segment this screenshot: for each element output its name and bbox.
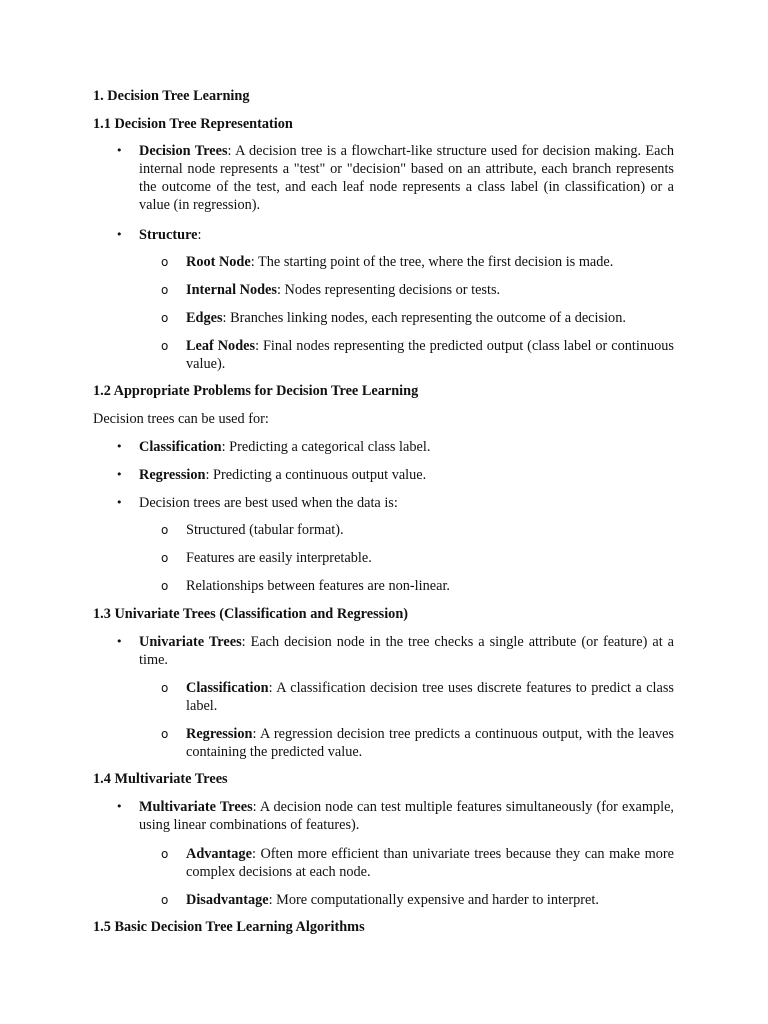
sub-bullet-icon: o [161, 847, 169, 861]
sub-bullet-icon: o [161, 579, 169, 593]
list-item-text: : Nodes representing decisions or tests. [276, 282, 501, 298]
list-item-multivariate-trees [139, 798, 674, 834]
bullet-icon: • [116, 228, 123, 241]
sub-bullet-icon: o [161, 551, 169, 565]
list-item-term: Disadvantage [186, 892, 269, 908]
section-heading-1-5: 1.5 Basic Decision Tree Learning Algorithms [93, 919, 365, 935]
list-item-term: Classification [186, 680, 269, 696]
sub-list-item-root-node [186, 253, 674, 271]
list-item-text: : Each decision node in the tree checks a single attribute (or feature) at a time. [139, 634, 674, 668]
list-item-text: : A classification decision tree uses discrete features to predict a class label. [186, 680, 674, 714]
bullet-icon: • [116, 800, 123, 813]
list-item-text: : Branches linking nodes, each representing the outcome of a decision. [222, 310, 626, 326]
sub-list-item-disadvantage [186, 891, 674, 909]
list-item-text: : Predicting a categorical class label. [221, 439, 431, 455]
list-item-text: : [197, 227, 202, 243]
sub-list-item-non-linear: Relationships between features are non-linear. [186, 578, 450, 594]
sub-list-item-regression [186, 725, 674, 761]
list-item-term: Univariate Trees [139, 634, 242, 650]
sub-bullet-icon: o [161, 893, 169, 907]
section-heading-1-2: 1.2 Appropriate Problems for Decision Tree Learning [93, 383, 419, 399]
sub-bullet-icon: o [161, 283, 169, 297]
bullet-icon: • [116, 440, 123, 453]
list-item-term: Edges [186, 310, 223, 326]
list-item-structure [139, 226, 674, 244]
sub-list-item-advantage [186, 845, 674, 881]
sub-bullet-icon: o [161, 311, 169, 325]
section-heading-1-4: 1.4 Multivariate Trees [93, 771, 228, 787]
list-item-term: Multivariate Trees [139, 799, 253, 815]
bullet-icon: • [116, 496, 123, 509]
sub-bullet-icon: o [161, 681, 169, 695]
list-item-text: : More computationally expensive and harder to interpret. [268, 892, 599, 908]
sub-list-item-structured: Structured (tabular format). [186, 522, 344, 538]
list-item-text: : A regression decision tree predicts a continuous output, with the leaves containing the predicted value. [186, 726, 674, 760]
list-item-decision-trees [139, 142, 674, 214]
list-item-best-used: Decision trees are best used when the data is: [139, 495, 398, 511]
list-item-term: Classification [139, 439, 222, 455]
section-heading-1-1: 1.1 Decision Tree Representation [93, 116, 293, 132]
bullet-icon: • [116, 468, 123, 481]
list-item-term: Regression [186, 726, 253, 742]
sub-list-item-interpretable: Features are easily interpretable. [186, 550, 372, 566]
sub-bullet-icon: o [161, 523, 169, 537]
list-item-text: : The starting point of the tree, where the first decision is made. [250, 254, 614, 270]
list-item-text: : A decision tree is a flowchart-like structure used for decision making. Each internal node represents a "test" or "decision" based on an attribute, each branch represents the outcome of the test, and each leaf node represents a class label (in classification) or a value (in regression). [139, 143, 675, 213]
sub-bullet-icon: o [161, 727, 169, 741]
section-intro: Decision trees can be used for: [93, 411, 269, 427]
list-item-term: Leaf Nodes [186, 338, 256, 354]
list-item-univariate-trees [139, 633, 674, 669]
list-item-term: Advantage [186, 846, 252, 862]
list-item-term: Decision Trees [139, 143, 228, 159]
list-item-term: Structure [139, 227, 198, 243]
sub-list-item-classification [186, 679, 674, 715]
sub-list-item-edges [186, 309, 674, 327]
list-item-term: Internal Nodes [186, 282, 277, 298]
sub-bullet-icon: o [161, 255, 169, 269]
sub-bullet-icon: o [161, 339, 169, 353]
section-heading-1-3: 1.3 Univariate Trees (Classification and Regression) [93, 606, 409, 622]
sub-list-item-leaf-nodes [186, 337, 674, 373]
list-item-term: Root Node [186, 254, 251, 270]
bullet-icon: • [116, 635, 123, 648]
list-item-text: : Final nodes representing the predicted output (class label or continuous value). [186, 338, 674, 372]
list-item-regression [139, 466, 674, 484]
list-item-text: : A decision node can test multiple features simultaneously (for example, using linear combinations of features). [139, 799, 674, 833]
list-item-term: Regression [139, 467, 206, 483]
list-item-text: : Predicting a continuous output value. [205, 467, 427, 483]
bullet-icon: • [116, 144, 123, 157]
document-title: 1. Decision Tree Learning [93, 88, 250, 104]
list-item-text: : Often more efficient than univariate trees because they can make more complex decisions at each node. [186, 846, 674, 880]
sub-list-item-internal-nodes [186, 281, 674, 299]
list-item-classification [139, 438, 674, 456]
